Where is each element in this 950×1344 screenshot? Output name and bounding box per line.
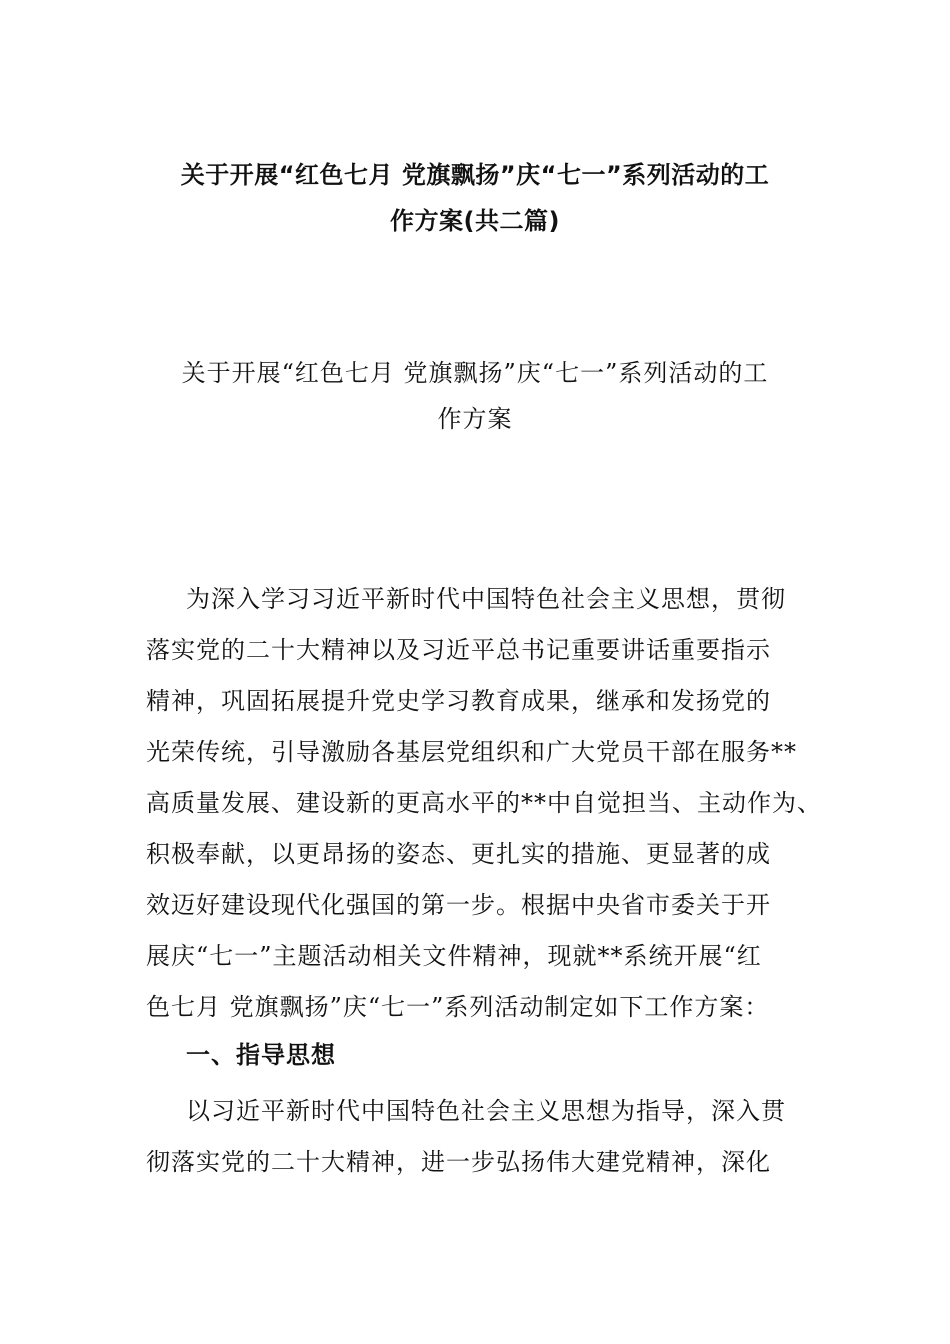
paragraph-line: 光荣传统，引导激励各基层党组织和广大党员干部在服务** xyxy=(146,738,797,766)
paragraph-line: 以习近平新时代中国特色社会主义思想为指导，深入贯 xyxy=(186,1097,786,1125)
paragraph-line: 彻落实党的二十大精神，进一步弘扬伟大建党精神，深化 xyxy=(146,1148,771,1176)
main-title-line-2: 作方案(共二篇) xyxy=(390,207,560,235)
section-heading: 一、指导思想 xyxy=(186,1041,336,1069)
intro-paragraph xyxy=(146,574,826,1033)
paragraph-line: 为深入学习习近平新时代中国特色社会主义思想，贯彻 xyxy=(186,585,786,613)
paragraph-line: 精神，巩固拓展提升党史学习教育成果，继承和发扬党的 xyxy=(146,687,771,715)
paragraph-line: 高质量发展、建设新的更高水平的**中自觉担当、主动作为、 xyxy=(146,789,822,817)
paragraph-line: 积极奉献，以更昂扬的姿态、更扎实的措施、更显著的成 xyxy=(146,840,771,868)
main-title xyxy=(120,152,830,244)
paragraph-line: 落实党的二十大精神以及习近平总书记重要讲话重要指示 xyxy=(146,636,771,664)
paragraph-line: 色七月 党旗飘扬”庆“七一”系列活动制定如下工作方案： xyxy=(146,993,770,1021)
main-title-line-1: 关于开展“红色七月 党旗飘扬”庆“七一”系列活动的工 xyxy=(180,161,770,189)
subtitle xyxy=(120,350,830,442)
paragraph-line: 效迈好建设现代化强国的第一步。根据中央省市委关于开 xyxy=(146,891,771,919)
subtitle-line-2: 作方案 xyxy=(437,405,513,433)
section1-paragraph xyxy=(146,1086,826,1188)
subtitle-line-1: 关于开展“红色七月 党旗飘扬”庆“七一”系列活动的工 xyxy=(181,359,769,387)
paragraph-line: 展庆“七一”主题活动相关文件精神，现就**系统开展“红 xyxy=(146,942,762,970)
